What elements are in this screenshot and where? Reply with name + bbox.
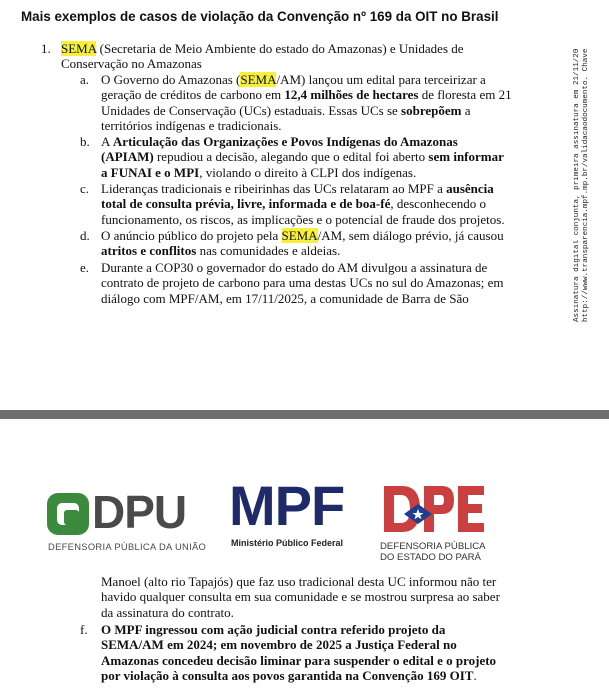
dpu-letters: DPU [92,486,187,538]
sub-item-c: Lideranças tradicionais e ribeirinhas das UCs relataram ao MPF a ausência total de consulta prévia, livre, informada e de boa-fé, desconhecendo o funcionamento, os riscos, as implicações e o potencial de fraude dos projetos. [101,181,505,227]
dpe-caption-2: DO ESTADO DO PARÁ [380,552,481,563]
sub-letter-f: f. [80,622,88,637]
sub-item-f: O MPF ingressou com ação judicial contra referido projeto da SEMA/AM em 2024; em novembro de 2025 a Justiça Federal no Amazonas concedeu decisão liminar para suspender o edital e o projeto por violação à consulta aos povos garantida na Convenção 169 OIT. [101,622,497,684]
section-heading: Mais exemplos de casos de violação da Convenção nº 169 da OIT no Brasil [21,9,499,24]
dpe-caption-1: DEFENSORIA PÚBLICA [380,541,486,552]
sub-letter-a: a. [80,72,90,87]
sub-item-d: O anúncio público do projeto pela SEMA/AM, sem diálogo prévio, já causou atritos e conflitos nas comunidades e aldeias. [101,228,504,259]
highlight-sema: SEMA [61,41,97,56]
logo-row [0,474,609,563]
mpf-logo [229,474,369,552]
dpe-logo [380,482,500,562]
highlight-sema: SEMA [240,72,277,87]
dpe-emblem-icon [380,482,488,536]
mpf-caption: Ministério Público Federal [231,538,344,548]
dpu-caption: DEFENSORIA PÚBLICA DA UNIÃO [48,541,207,552]
sub-letter-e: e. [80,260,90,275]
dpu-emblem-icon [46,492,90,536]
sub-item-b: A Articulação das Organizações e Povos Indígenas do Amazonas (APIAM) repudiou a decisão, alegando que o edital foi aberto sem informar a FUNAI e o MPI, violando o direito à CLPI dos indígenas. [101,134,504,180]
sub-item-e-continued: Manoel (alto rio Tapajós) que faz uso tradicional desta UC informou não ter havido qualquer consulta em sua comunidade e se mostrou surpresa ao saber da assinatura do contrato. [101,574,500,620]
sub-item-a: O Governo do Amazonas (SEMA/AM) lançou um edital para terceirizar a geração de créditos de carbono em 12,4 milhões de hectares de floresta em 21 Unidades de Conservação (UCs) estaduais. Essas UCs se sobrepõem a territórios indígenas e tradicionais. [101,72,512,134]
mpf-letters: MPF [229,474,345,537]
page-separator [0,410,609,419]
item-number: 1. [41,41,51,56]
sub-item-e: Durante a COP30 o governador do estado do AM divulgou a assinatura de contrato de projeto de carbono para uma destas UCs no sul do Amazonas; em diálogo com MPF/AM, em 17/11/2025, a comunidade de Barra de São [101,260,504,306]
highlight-sema: SEMA [281,228,318,243]
sub-letter-d: d. [80,228,90,243]
sub-letter-c: c. [80,181,90,196]
dpu-logo [46,486,207,562]
sub-letter-b: b. [80,134,90,149]
item-1-text: SEMA (Secretaria de Meio Ambiente do estado do Amazonas) e Unidades de Conservação no Amazonas [61,41,464,72]
digital-signature-stamp: Assinatura digital conjunta, primeira assinatura em 21/11/20 http://www.transparencia.mpf.mp.br/validacaodocumento. Chave [573,48,590,322]
